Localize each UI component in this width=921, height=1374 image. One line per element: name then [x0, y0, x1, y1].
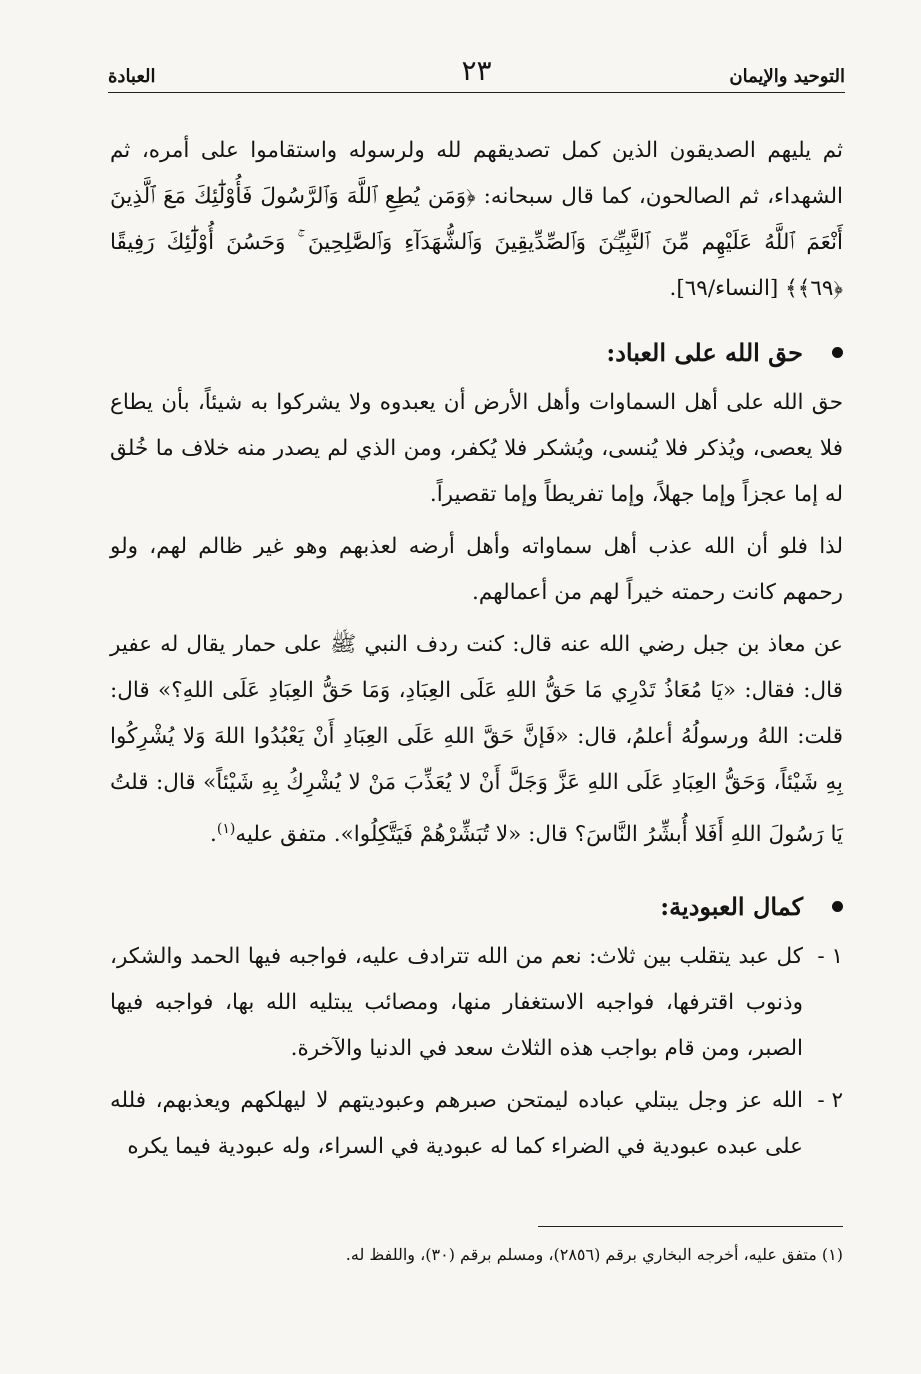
list-number: ٢ -	[817, 1088, 843, 1114]
footnote-marker: (١)	[216, 821, 236, 837]
bullet-icon	[832, 347, 843, 358]
verse-reference: [النساء/٦٩].	[669, 276, 786, 301]
section-heading-servitude	[110, 884, 843, 930]
footnote-divider	[538, 1226, 843, 1227]
running-header	[108, 52, 845, 93]
quran-verse: ﴿وَمَن يُطِعِ ٱللَّهَ وَٱلرَّسُولَ فَأُوْلَٰٓئِكَ مَعَ ٱلَّذِينَ أَنْعَمَ ٱللَّهُ عَلَيْهِم مِّنَ ٱلنَّبِيِّـۧنَ وَٱلصِّدِّيقِينَ وَٱلشُّهَدَآءِ وَٱلصَّٰلِحِينَ ۚ وَحَسُنَ أُوْلَٰٓئِكَ رَفِيقًا ﴿٦٩﴾﴾	[110, 184, 843, 301]
page-number: ٢٣	[461, 54, 492, 87]
intro-paragraph	[110, 128, 843, 312]
rights-paragraph-2: لذا فلو أن الله عذب أهل سماواته وأهل أرضه لعذبهم وهو غير ظالم لهم، ولو رحمهم كانت رحمته خيراً لهم من أعمالهم.	[110, 534, 843, 605]
list-item	[110, 934, 843, 1072]
book-title: التوحيد والإيمان	[729, 66, 845, 87]
list-number: ١ -	[817, 944, 843, 970]
hadith-text: عن معاذ بن جبل رضي الله عنه قال: كنت ردف النبي ﷺ على حمار يقال له عفير قال: فقال: «يَا مُعَاذُ تَدْرِي مَا حَقُّ اللهِ عَلَى العِبَادِ، وَمَا حَقُّ العِبَادِ عَلَى اللهِ؟» قال: قلت: اللهُ ورسولُهُ أعلمُ، قال: «فَإنَّ حَقَّ اللهِ عَلَى العِبَادِ أَنْ يَعْبُدُوا اللهَ وَلا يُشْرِكُوا بِهِ شَيْئاً، وَحَقُّ العِبَادِ عَلَى اللهِ عَزَّ وَجَلَّ أَنْ لا يُعَذِّبَ مَنْ لا يُشْرِكُ بِهِ شَيْئاً» قال: قلتُ يَا رَسُولَ اللهِ أَفَلا أُبشِّرُ النَّاسَ؟ قال: «لا تُبَشِّرْهُمْ فَيَتَّكِلُوا». متفق عليه	[110, 632, 843, 848]
hadith-paragraph	[110, 622, 843, 858]
list-item-text: كل عبد يتقلب بين ثلاث: نعم من الله تترادف عليه، فواجبه فيها الحمد والشكر، وذنوب اقترفها، فواجبه الاستغفار منها، ومصائب يبتليه الله بها، فواجبه فيها الصبر، ومن قام بواجب هذه الثلاث سعد في الدنيا والآخرة.	[110, 944, 803, 1062]
intro-text: ثم يليهم الصديقون الذين كمل تصديقهم لله ولرسوله واستقاموا على أمره، ثم الشهداء، ثم الصالحون، كما قال سبحانه:	[110, 138, 843, 209]
hadith-end: .	[210, 822, 217, 848]
rights-paragraph-1: حق الله على أهل السماوات وأهل الأرض أن يعبدوه ولا يشركوا به شيئاً، بأن يطاع فلا يعصى، ويُذكر فلا يُنسى، ويُشكر فلا يُكفر، ومن الذي لم يصدر منه خلاف ما خُلق له إما عجزاً وإما جهلاً، وإما تفريطاً وإما تقصيراً.	[110, 390, 843, 507]
section-heading-text: حق الله على العباد:	[606, 338, 803, 367]
section-heading-text: كمال العبودية:	[660, 892, 803, 922]
list-item-text: الله عز وجل يبتلي عباده ليمتحن صبرهم وعبوديتهم لا ليهلكهم ويعذبهم، فلله على عبده عبودية في الضراء كما له عبودية في السراء، وله عبودية فيما يكره	[110, 1088, 803, 1160]
page-body	[110, 128, 843, 1170]
chapter-title: العبادة	[108, 66, 156, 87]
bullet-icon	[832, 901, 843, 912]
section-heading-rights	[110, 330, 843, 376]
list-item	[110, 1078, 843, 1170]
footnote: (١) متفق عليه، أخرجه البخاري برقم (٢٨٥٦)، ومسلم برقم (٣٠)، واللفظ له.	[345, 1245, 843, 1264]
